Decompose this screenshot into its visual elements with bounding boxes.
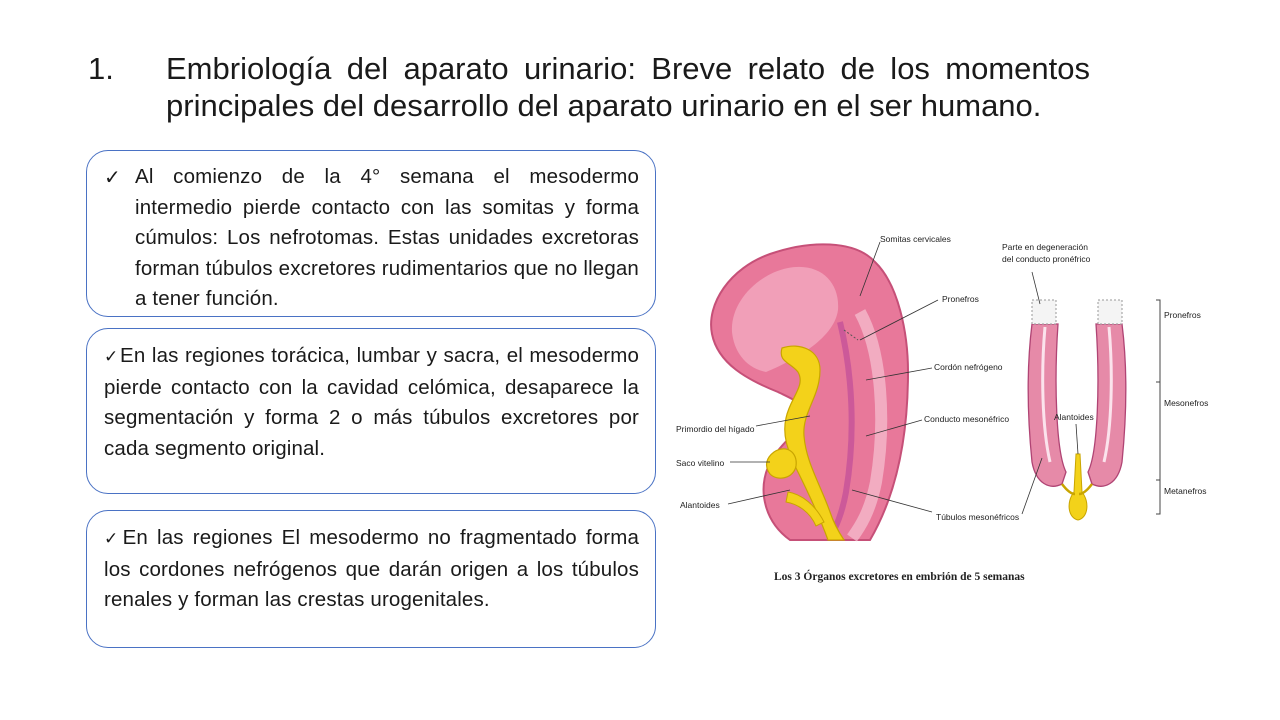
- text-box-2: [86, 328, 656, 494]
- title-line-1: Embriología del aparato urinario: Breve relato de los momentos: [166, 51, 1090, 86]
- text-box-1-text: Al comienzo de la 4° semana el mesodermo intermedio pierde contacto con las somitas y forma cúmulos: Los nefrotomas. Estas unidades excretoras forman túbulos excretores rudimentarios que no llegan a tener función.: [135, 165, 639, 310]
- label-pronefros-left: Pronefros: [942, 294, 979, 304]
- text-box-2-paragraph: [104, 341, 639, 464]
- label-alantoides-right: Alantoides: [1054, 412, 1094, 422]
- title-line-2: principales del desarrollo del aparato urinario en el ser humano.: [166, 88, 1042, 123]
- title-number: 1.: [88, 51, 114, 86]
- label-saco: Saco vitelino: [676, 458, 725, 468]
- checkmark-icon: ✓: [104, 529, 122, 548]
- figure-caption: Los 3 Órganos excretores en embrión de 5 semanas: [774, 571, 1025, 583]
- label-cordon: Cordón nefrógeno: [934, 362, 1003, 372]
- label-alantoides-left: Alantoides: [680, 500, 720, 510]
- text-box-1: [86, 150, 656, 317]
- embryo-drawing: [711, 244, 908, 540]
- label-somitas: Somitas cervicales: [880, 234, 951, 244]
- text-box-3-text: En las regiones El mesodermo no fragmentado forma los cordones nefrógenos que darán origen a los túbulos renales y forman las crestas urogenitales.: [104, 526, 639, 611]
- embryo-figure: [670, 222, 1230, 592]
- label-metanefros: Metanefros: [1164, 486, 1207, 496]
- checkmark-icon: ✓: [104, 347, 120, 366]
- text-box-3: [86, 510, 656, 648]
- kidney-diagram: [1028, 300, 1160, 520]
- label-mesonefros: Mesonefros: [1164, 398, 1209, 408]
- label-parte-1: Parte en degeneración: [1002, 242, 1089, 252]
- checkmark-icon: ✓: [104, 167, 121, 189]
- text-box-2-text: En las regiones torácica, lumbar y sacra, el mesodermo pierde contacto con la cavidad celómica, desaparece la segmentación y forma 2 o más túbulos excretores por cada segmento original.: [104, 344, 640, 460]
- label-pronefros-right: Pronefros: [1164, 310, 1201, 320]
- label-parte-2: del conducto pronéfrico: [1002, 254, 1091, 264]
- label-tubulos: Túbulos mesonéfricos: [936, 512, 1020, 522]
- title-text: [166, 50, 1090, 124]
- label-primordio: Primordio del hígado: [676, 424, 755, 434]
- slide-title: [88, 50, 1090, 124]
- text-box-3-paragraph: [104, 523, 639, 616]
- label-conducto: Conducto mesonéfrico: [924, 414, 1010, 424]
- embryo-illustration: [670, 222, 1230, 592]
